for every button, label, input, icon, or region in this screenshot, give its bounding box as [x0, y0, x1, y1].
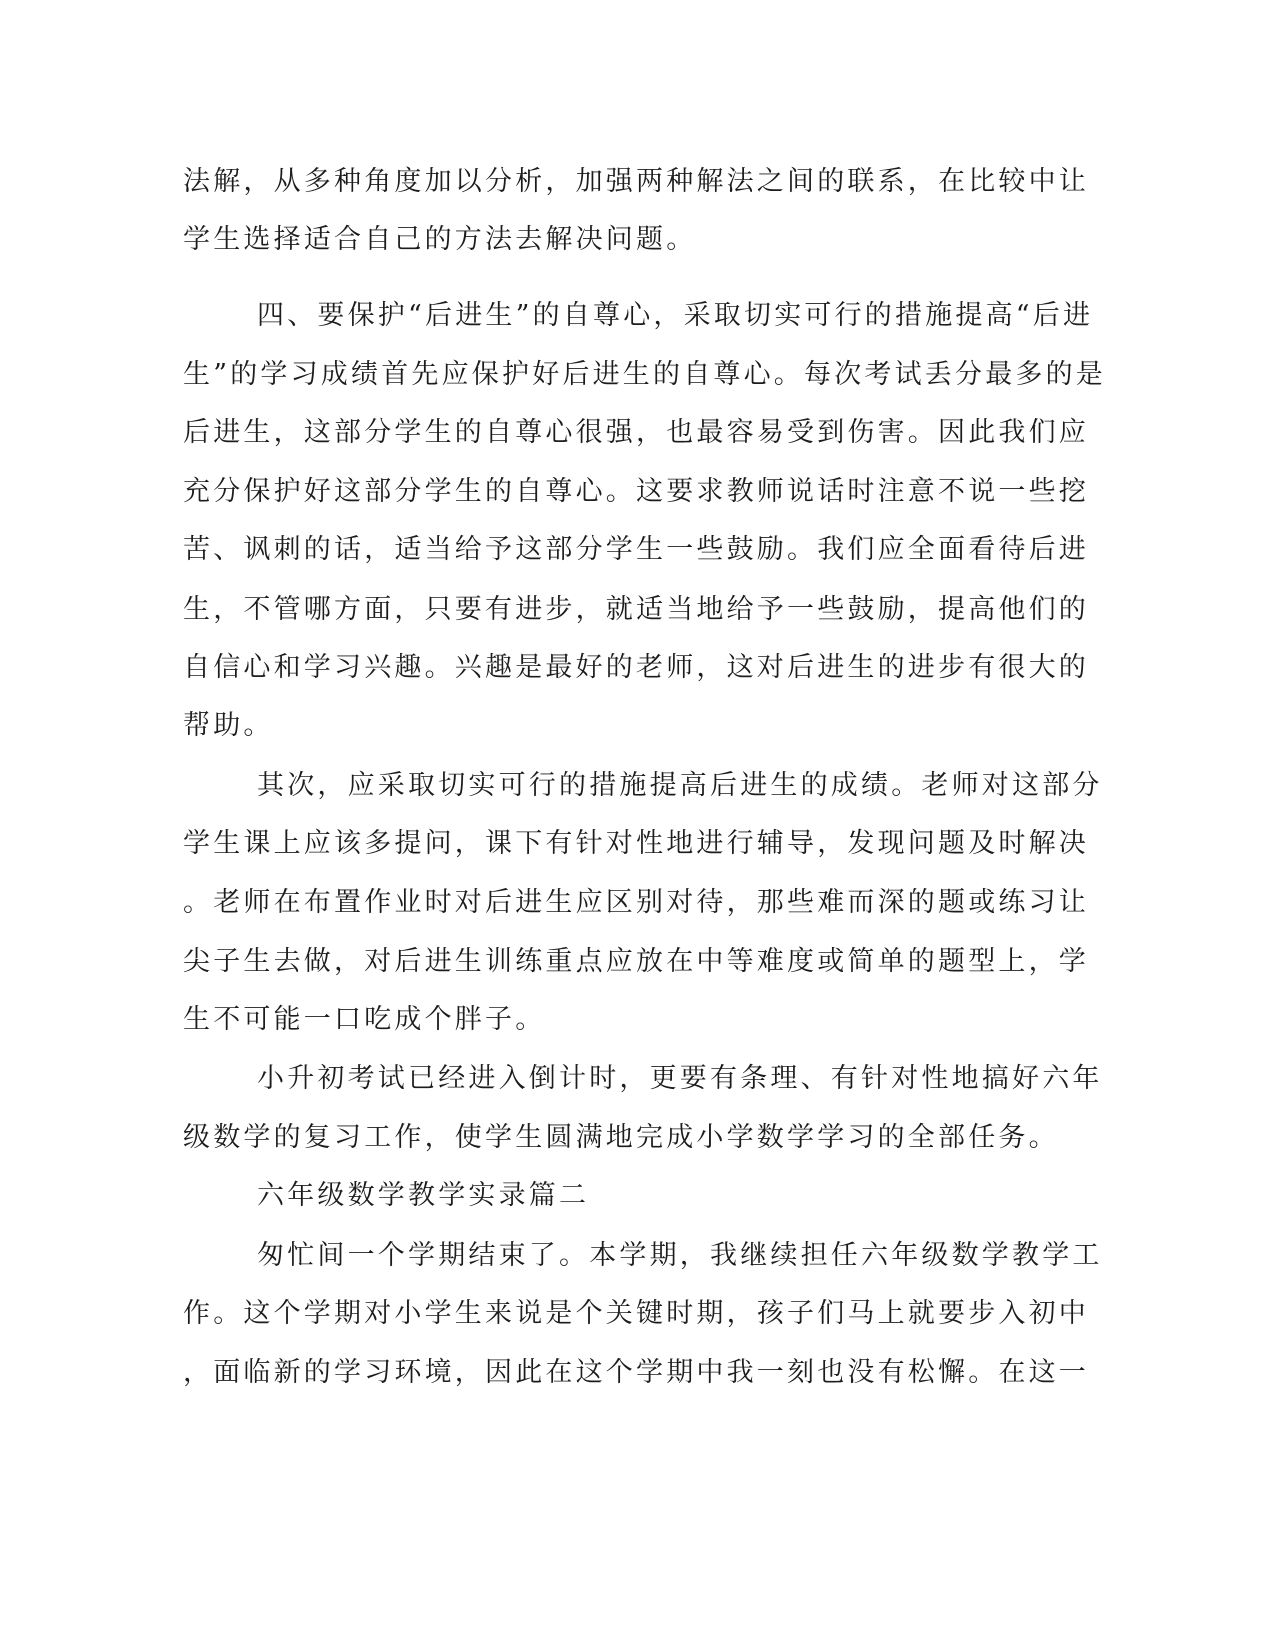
- text-line: 学生课上应该多提问，课下有针对性地进行辅导，发现问题及时解决: [183, 828, 1089, 859]
- paragraph-start-line: 小升初考试已经进入倒计时，更要有条理、有针对性地搞好六年: [257, 1063, 1103, 1094]
- text-line: 尖子生去做，对后进生训练重点应放在中等难度或简单的题型上，学: [183, 946, 1089, 977]
- text-line: 自信心和学习兴趣。兴趣是最好的老师，这对后进生的进步有很大的: [183, 652, 1089, 683]
- text-line: 作。这个学期对小学生来说是个关键时期，孩子们马上就要步入初中: [183, 1298, 1089, 1329]
- text-line: 生不可能一口吃成个胖子。: [183, 1004, 546, 1035]
- section-heading-line: 四、要保护“后进生”的自尊心，采取切实可行的措施提高“后进: [257, 300, 1094, 331]
- text-line: 级数学的复习工作，使学生圆满地完成小学数学学习的全部任务。: [183, 1122, 1059, 1153]
- text-line: 后进生，这部分学生的自尊心很强，也最容易受到伤害。因此我们应: [183, 417, 1089, 448]
- section-title: 六年级数学教学实录篇二: [257, 1180, 590, 1211]
- text-line: 生，不管哪方面，只要有进步，就适当地给予一些鼓励，提高他们的: [183, 594, 1089, 625]
- paragraph-start-line: 其次，应采取切实可行的措施提高后进生的成绩。老师对这部分: [257, 770, 1103, 801]
- text-line: ，面临新的学习环境，因此在这个学期中我一刻也没有松懈。在这一: [183, 1357, 1089, 1388]
- text-line: 充分保护好这部分学生的自尊心。这要求教师说话时注意不说一些挖: [183, 476, 1089, 507]
- text-line: 学生选择适合自己的方法去解决问题。: [183, 224, 697, 255]
- text-line: 。老师在布置作业时对后进生应区别对待，那些难而深的题或练习让: [183, 887, 1089, 918]
- text-line: 帮助。: [183, 710, 274, 741]
- text-line: 苦、讽刺的话，适当给予这部分学生一些鼓励。我们应全面看待后进: [183, 534, 1089, 565]
- text-line: 法解，从多种角度加以分析，加强两种解法之间的联系，在比较中让: [183, 166, 1089, 197]
- text-line: 生”的学习成绩首先应保护好后进生的自尊心。每次考试丢分最多的是: [183, 359, 1107, 390]
- paragraph-start-line: 匆忙间一个学期结束了。本学期，我继续担任六年级数学教学工: [257, 1240, 1103, 1271]
